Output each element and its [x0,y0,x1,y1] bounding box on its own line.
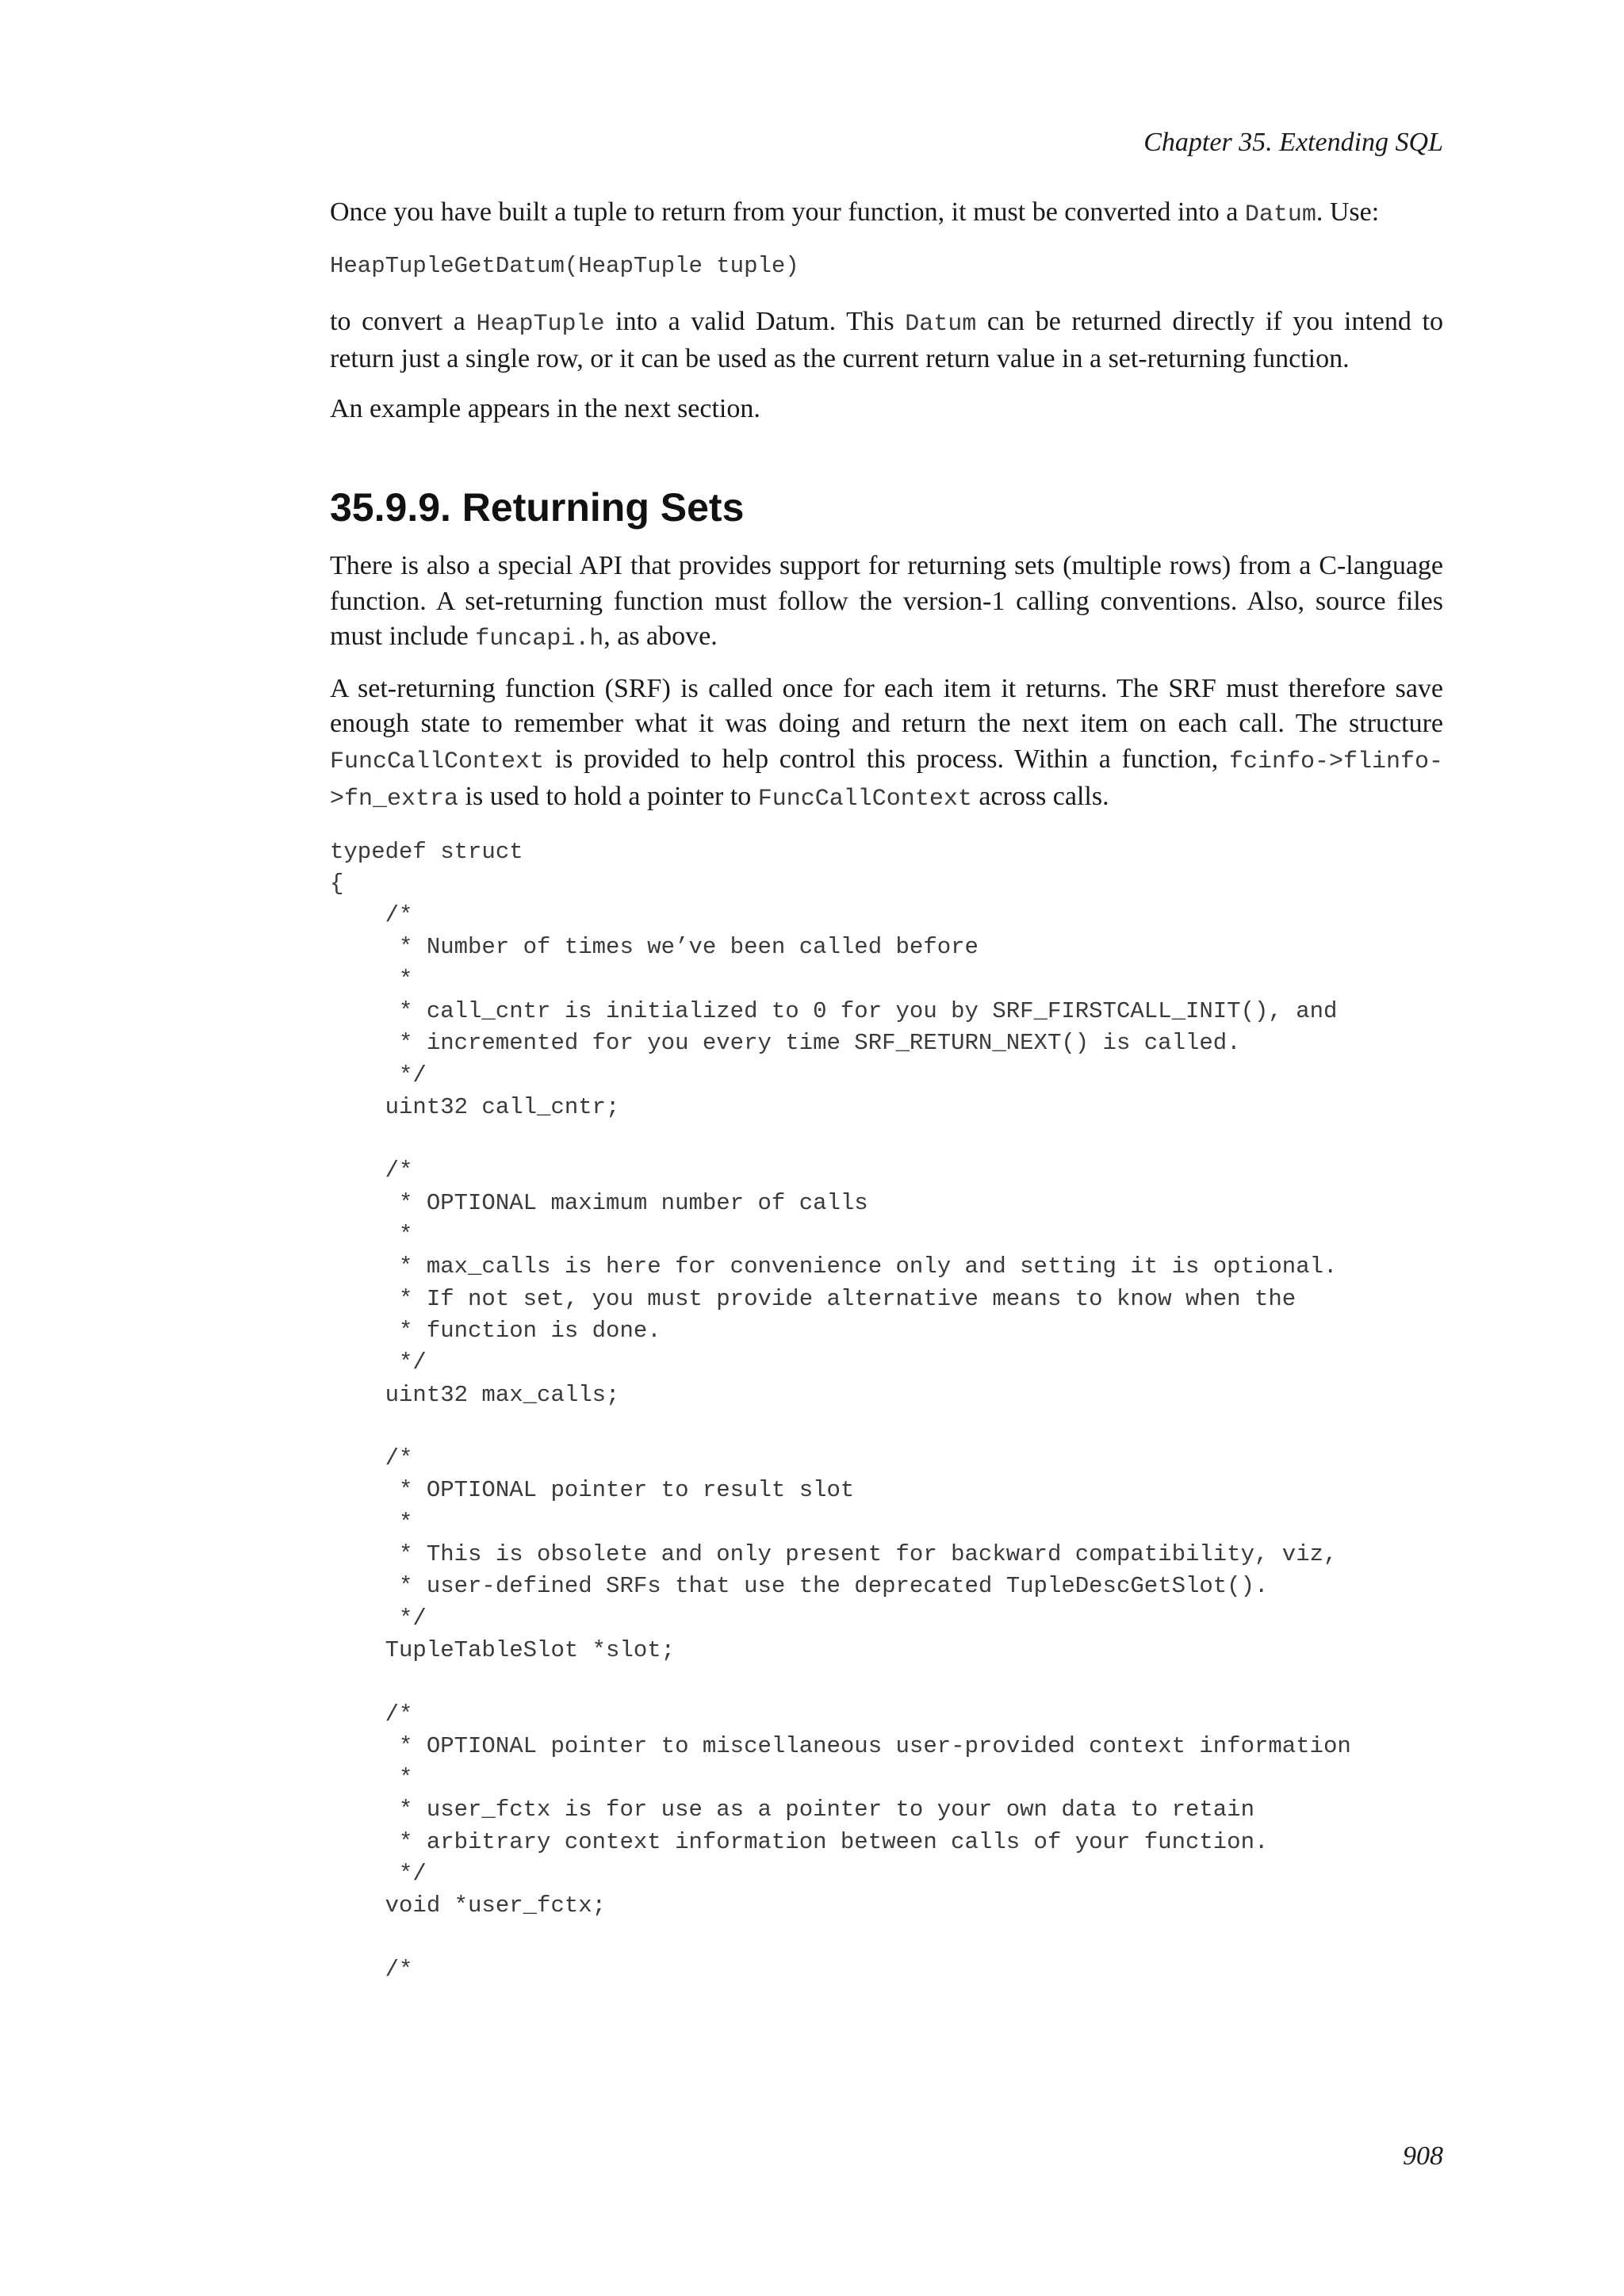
paragraph-special-api [330,549,1443,657]
paragraph-datum-conversion [330,195,1443,233]
inline-code-heaptuple: HeapTuple [476,310,605,338]
running-header: Chapter 35. Extending SQL [1143,128,1443,157]
text: . Use: [1316,197,1380,227]
text: A set-returning function (SRF) is called once for each item it returns. The SRF must therefore save enough state to remember what it was doing and return the next item on each call. The structure [330,673,1443,738]
text: into a valid Datum. This [604,306,906,336]
text: to convert a [330,306,477,336]
inline-code-funccallcontext: FuncCallContext [330,748,545,775]
paragraph-example-note: An example appears in the next section. [330,393,760,423]
code-block-funccallcontext: typedef struct { /* * Number of times we’ve been called before * * call_cntr is initialized to 0 for you by SRF_FIRSTCALL_INIT(), and * incremented for you every time SRF_RETURN_NEXT() is called. */ uint32 call_cntr; /* * OPTIONAL maximum number of calls * * max_calls is here for convenience only and setting it is optional. * If not set, you must provide alternative means to know when the * function is done. */ uint32 max_calls; /* * OPTIONAL pointer to result slot * * This is obsolete and only present for backward compatibility, viz, * user-defined SRFs that use the deprecated TupleDescGetSlot(). */ TupleTableSlot *slot; /* * OPTIONAL pointer to miscellaneous user-provided context information * * user_fctx is for use as a pointer to your own data to retain * arbitrary context information between calls of your function. */ void *user_fctx; /* [330,838,1351,1983]
inline-code-funccallcontext: FuncCallContext [757,786,972,813]
text: is used to hold a pointer to [458,782,758,811]
page-content [330,195,1443,1986]
paragraph-heaptuple [330,304,1443,377]
text: There is also a special API that provides support for returning sets (multiple rows) from a C-language function. A set-returning function must follow the version-1 calling conventions. Also, source files must include [330,551,1443,651]
inline-code-datum: Datum [1244,201,1316,228]
text: can be returned directly if you intend to return just a single row, or it can be used as the current return value in a set-returning function. [330,306,1443,373]
text: is provided to help control this process. Within a function, [544,744,1229,774]
section-heading: 35.9.9. Returning Sets [330,485,745,530]
inline-code-funcapi: funcapi.h [475,626,604,652]
text: , as above. [603,622,718,651]
code-heaptuplegetdatum: HeapTupleGetDatum(HeapTuple tuple) [330,252,799,279]
text: across calls. [971,782,1109,811]
page-number: 908 [1403,2141,1443,2171]
paragraph-srf [330,672,1443,817]
text: Once you have built a tuple to return from your function, it must be converted into a [330,197,1245,227]
inline-code-fn-extra: fcinfo->flinfo->fn_extra [330,748,1443,813]
inline-code-datum: Datum [905,310,977,338]
